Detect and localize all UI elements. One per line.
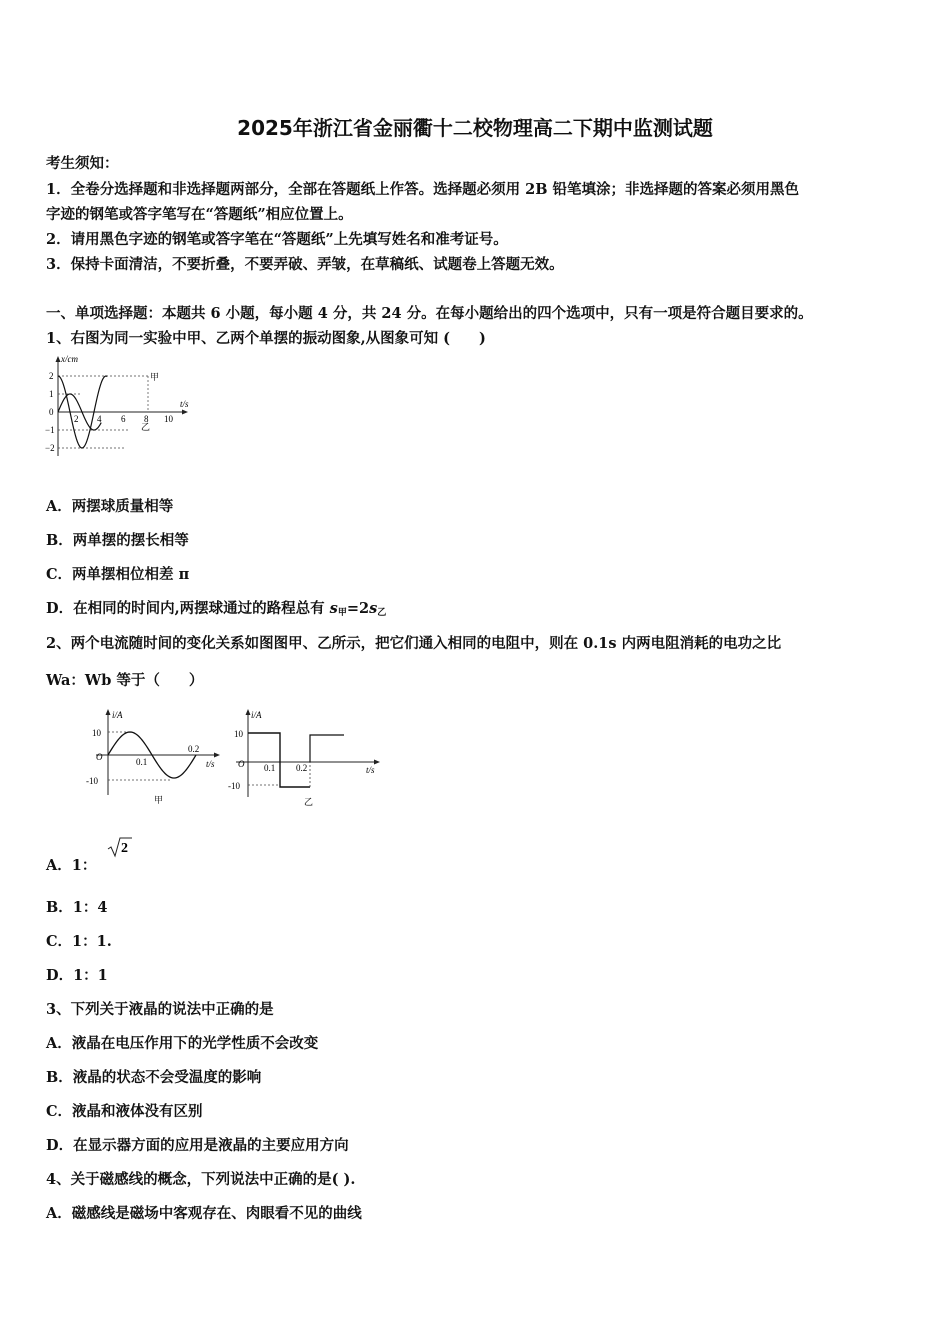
q2a-y10: 10: [92, 728, 101, 738]
q2a-yneg10: -10: [86, 776, 98, 786]
q2b-y10: 10: [234, 729, 243, 739]
q2a-caption: 甲: [154, 795, 164, 805]
q2a-y-arrow: [106, 709, 111, 715]
notice-item-3: 3．保持卡面清洁，不要折叠，不要弄破、弄皱，在草稿纸、试题卷上答题无效。: [46, 256, 564, 273]
q1-option-d-sub2: 乙: [377, 608, 387, 618]
q1-xtick-6: 6: [121, 414, 126, 424]
q2-option-d: D．1：1: [46, 967, 108, 984]
q1-xtick-4: 4: [97, 414, 102, 424]
q2a-origin: O: [96, 752, 103, 762]
q2-stem-2: Wa：Wb 等于（ ）: [46, 672, 204, 689]
q2b-yneg10: -10: [228, 781, 240, 791]
q2b-xlabel: t/s: [366, 765, 375, 775]
q2-stem-1: 2、两个电流随时间的变化关系如图图甲、乙所示，把它们通入相同的电阻中，则在 0.1s 内两电阻消耗的电功之比: [46, 635, 782, 652]
q1-option-d-text: D．在相同的时间内,两摆球通过的路程总有: [46, 600, 330, 617]
q1-option-a: A．两摆球质量相等: [46, 498, 174, 515]
q3-stem: 3、下列关于液晶的说法中正确的是: [46, 1001, 274, 1018]
q2a-ylabel: i/A: [112, 710, 123, 720]
q1-option-b: B．两单摆的摆长相等: [46, 532, 189, 549]
sqrt-sign: [108, 838, 132, 856]
q1-ylabel: x/cm: [61, 354, 78, 364]
q2-figure-jia: [46, 705, 224, 813]
q2a-x-arrow: [214, 753, 220, 758]
q1-y-arrow: [56, 356, 61, 362]
page-title: 2025年浙江省金丽衢十二校物理高二下期中监测试题: [237, 116, 713, 140]
q2b-y-arrow: [246, 709, 251, 715]
q1-ytick-neg2: −2: [45, 443, 55, 453]
q2-option-a-root: 2: [121, 841, 129, 856]
q1-x-arrow: [182, 410, 188, 415]
q2b-caption: 乙: [304, 797, 314, 807]
q1-xtick-2: 2: [74, 414, 79, 424]
q1-label-jia: 甲: [150, 372, 160, 382]
q3-option-d: D．在显示器方面的应用是液晶的主要应用方向: [46, 1137, 349, 1154]
notice-heading: 考生须知：: [46, 155, 119, 172]
q1-option-d-s1: s: [329, 600, 338, 617]
q2a-xlabel: t/s: [206, 759, 215, 769]
q1-option-d-s2: s: [369, 600, 378, 617]
q2b-t01: 0.1: [264, 763, 276, 773]
q3-option-a: A．液晶在电压作用下的光学性质不会改变: [46, 1035, 319, 1052]
q2a-t01: 0.1: [136, 757, 148, 767]
q2b-square-wave-2: [310, 735, 344, 762]
q1-oscillation-graph: [44, 352, 194, 460]
notice-item-1a: 1．全卷分选择题和非选择题两部分，全部在答题纸上作答。选择题必须用 2B 铅笔填涂；非选择题的答案必须用黑色: [46, 181, 800, 198]
q2b-t02: 0.2: [296, 763, 308, 773]
section-heading: 一、单项选择题：本题共 6 小题，每小题 4 分，共 24 分。在每小题给出的四个选项中，只有一项是符合题目要求的。: [46, 305, 813, 322]
q3-option-b: B．液晶的状态不会受温度的影响: [46, 1069, 262, 1086]
q2-figure-yi: [226, 705, 404, 813]
q2a-t02: 0.2: [188, 744, 200, 754]
q1-label-yi: 乙: [141, 422, 151, 432]
q2b-origin: O: [238, 759, 245, 769]
q1-ytick-2: 2: [49, 371, 54, 381]
sqrt-icon: [107, 836, 133, 858]
q1-option-d: [46, 597, 386, 618]
q1-xtick-8: 8: [144, 414, 149, 424]
notice-item-1b: 字迹的钢笔或答字笔写在“答题纸”相应位置上。: [46, 206, 353, 223]
q2b-ylabel: i/A: [251, 710, 262, 720]
q1-ytick-0: 0: [49, 407, 54, 417]
q1-xtick-10: 10: [164, 414, 173, 424]
q1-stem: 1、右图为同一实验中甲、乙两个单摆的振动图象,从图象可知 ( ): [46, 330, 486, 347]
q2b-square-wave-1: [248, 733, 310, 787]
q2-option-a: [46, 841, 129, 875]
q1-option-c: C．两单摆相位相差 π: [46, 566, 190, 583]
q2b-x-arrow: [374, 760, 380, 765]
notice-item-2: 2．请用黑色字迹的钢笔或答字笔在“答题纸”上先填写姓名和准考证号。: [46, 231, 508, 248]
q1-option-d-sub1: 甲: [337, 608, 347, 618]
q1-ytick-neg1: −1: [45, 425, 55, 435]
q1-xlabel: t/s: [180, 399, 189, 409]
q2-option-c: C．1：1.: [46, 933, 112, 950]
q2-option-a-text: A．1：: [46, 857, 97, 874]
q4-option-a: A．磁感线是磁场中客观存在、肉眼看不见的曲线: [46, 1205, 362, 1222]
q3-option-c: C．液晶和液体没有区别: [46, 1103, 203, 1120]
q1-option-d-eq: =2: [346, 600, 370, 617]
q4-stem: 4、关于磁感线的概念，下列说法中正确的是( ).: [46, 1171, 356, 1188]
q2-option-b: B．1：4: [46, 899, 108, 916]
q1-ytick-1: 1: [49, 389, 54, 399]
